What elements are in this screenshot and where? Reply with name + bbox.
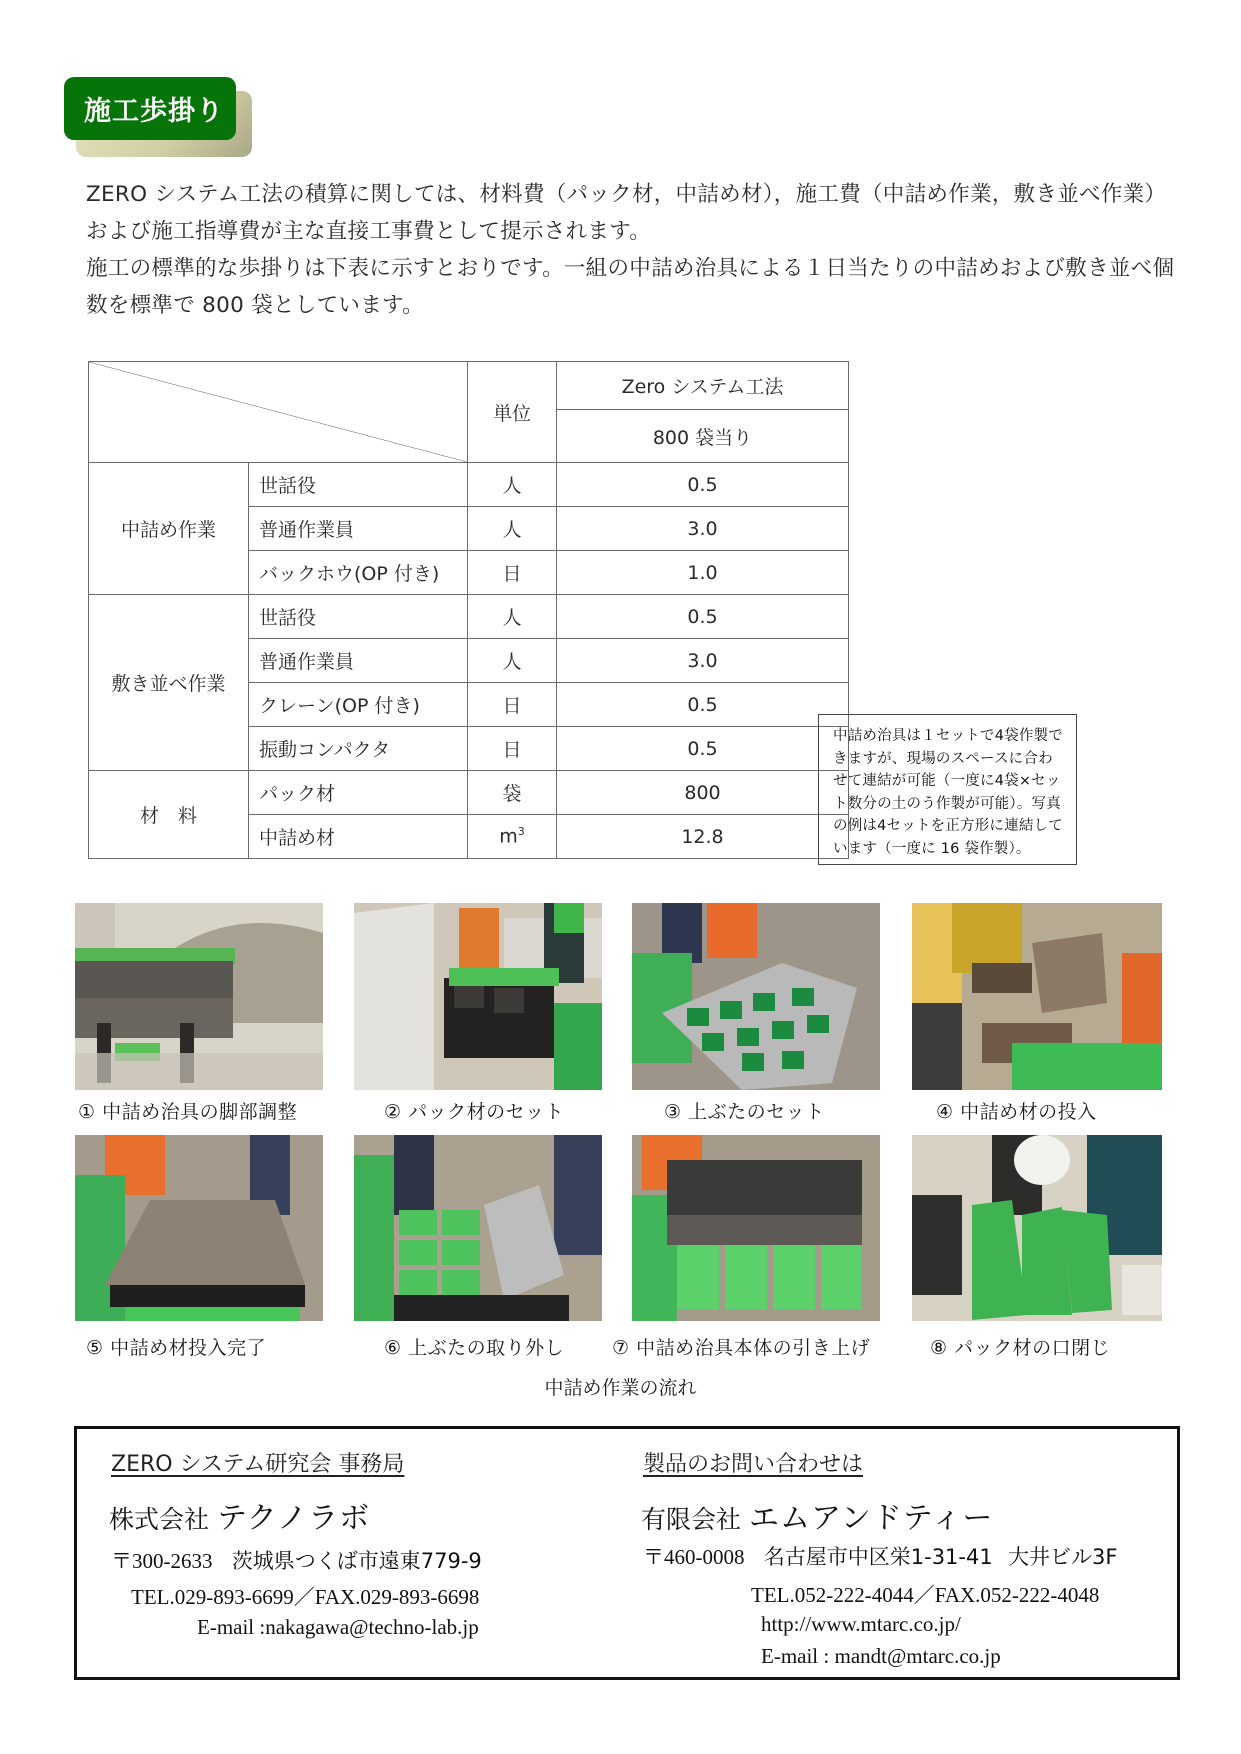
contact-left-company xyxy=(109,1493,370,1537)
unit-text: m xyxy=(499,825,518,848)
item-cell: 世話役 xyxy=(249,463,468,507)
postal-code: 〒460-0008 xyxy=(643,1545,745,1569)
photo-caption: ⑤ 中詰め材投入完了 xyxy=(86,1337,267,1359)
intro-paragraph-1: ZERO システム工法の積算に関しては、材料費（パック材，中詰め材），施工費（中詰め作業，敷き並べ作業）および施工指導費が主な直接工事費として提示されます。 xyxy=(86,182,1167,244)
unit-cell xyxy=(468,815,557,859)
diagonal-line-icon xyxy=(89,362,467,462)
construction-photo-icon xyxy=(75,903,323,1090)
photo-caption: ③ 上ぶたのセット xyxy=(664,1101,825,1123)
photo-5-fill-complete xyxy=(75,1135,323,1321)
photo-6-remove-lid xyxy=(354,1135,602,1321)
basis-header: 800 袋当り xyxy=(557,410,849,463)
photo-1-adjust-legs xyxy=(75,903,323,1090)
company-prefix: 株式会社 xyxy=(109,1505,210,1534)
table-row xyxy=(89,771,849,815)
value-cell: 12.8 xyxy=(557,815,849,859)
postal-code: 〒300-2633 xyxy=(111,1549,213,1573)
intro-text xyxy=(86,176,1176,324)
labor-rate-table xyxy=(88,361,849,859)
contact-left-telfax: TEL.029-893-6699／FAX.029-893-6698 xyxy=(131,1585,480,1609)
construction-photo-icon xyxy=(912,1135,1162,1321)
construction-photo-icon xyxy=(75,1135,323,1321)
contact-right-address xyxy=(643,1541,1117,1571)
company-prefix: 有限会社 xyxy=(641,1505,742,1534)
item-cell: 普通作業員 xyxy=(249,639,468,683)
photo-caption: ① 中詰め治具の脚部調整 xyxy=(78,1101,298,1123)
construction-photo-icon xyxy=(632,903,880,1090)
intro-paragraph-2: 施工の標準的な歩掛りは下表に示すとおりです。一組の中詰め治具による１日当たりの中詰めおよび敷き並べ個数を標準で 800 袋としています。 xyxy=(86,256,1175,318)
construction-photo-icon xyxy=(354,1135,602,1321)
unit-header: 単位 xyxy=(468,362,557,463)
item-cell: 世話役 xyxy=(249,595,468,639)
diagonal-header-cell xyxy=(89,362,468,463)
photo-8-close-bags xyxy=(912,1135,1162,1321)
unit-cell: 人 xyxy=(468,639,557,683)
unit-cell: 日 xyxy=(468,551,557,595)
address: 茨城県つくば市遠東779-9 xyxy=(231,1549,482,1573)
photo-2-set-bags xyxy=(354,903,602,1090)
photo-3-set-lid xyxy=(632,903,880,1090)
section-heading: 施工歩掛り xyxy=(64,77,236,140)
photo-caption: ⑥ 上ぶたの取り外し xyxy=(384,1337,565,1359)
unit-cell: 人 xyxy=(468,595,557,639)
group-label: 中詰め作業 xyxy=(89,463,249,595)
unit-cell: 日 xyxy=(468,727,557,771)
unit-cell: 日 xyxy=(468,683,557,727)
contact-box xyxy=(74,1426,1180,1680)
item-cell: バックホウ(OP 付き) xyxy=(249,551,468,595)
photo-caption: ⑧ パック材の口閉じ xyxy=(930,1337,1111,1359)
contact-right-email[interactable]: E-mail : mandt@mtarc.co.jp xyxy=(761,1644,1001,1668)
contact-right-url[interactable]: http://www.mtarc.co.jp/ xyxy=(761,1612,961,1636)
unit-cell: 人 xyxy=(468,463,557,507)
value-cell: 3.0 xyxy=(557,507,849,551)
table-row xyxy=(89,595,849,639)
value-cell: 800 xyxy=(557,771,849,815)
group-label: 材 料 xyxy=(89,771,249,859)
section-heading-badge xyxy=(64,77,254,159)
value-cell: 1.0 xyxy=(557,551,849,595)
construction-photo-icon xyxy=(354,903,602,1090)
company-name: テクノラボ xyxy=(216,1501,371,1536)
contact-right-heading: 製品のお問い合わせは xyxy=(643,1452,864,1477)
table-row xyxy=(89,463,849,507)
item-cell: 普通作業員 xyxy=(249,507,468,551)
method-header: Zero システム工法 xyxy=(557,362,849,410)
item-cell: クレーン(OP 付き) xyxy=(249,683,468,727)
photo-7-lift-jig xyxy=(632,1135,880,1321)
jig-note-box: 中詰め治具は１セットで4袋作製できますが、現場のスペースに合わせて連結が可能（一度に4袋×セット数分の土のう作製が可能）。写真の例は4セットを正方形に連結しています（一度に 16 袋作製）。 xyxy=(818,714,1077,865)
photo-4-pour-fill xyxy=(912,903,1162,1090)
item-cell: パック材 xyxy=(249,771,468,815)
address: 名古屋市中区栄1-31-41 xyxy=(763,1545,993,1569)
value-cell: 3.0 xyxy=(557,639,849,683)
group-label: 敷き並べ作業 xyxy=(89,595,249,771)
unit-cell: 人 xyxy=(468,507,557,551)
value-cell: 0.5 xyxy=(557,727,849,771)
contact-left-address xyxy=(111,1545,482,1575)
construction-photo-icon xyxy=(632,1135,880,1321)
contact-left-email: E-mail :nakagawa@techno-lab.jp xyxy=(197,1615,479,1639)
unit-superscript: 3 xyxy=(517,825,525,839)
contact-left-heading: ZERO システム研究会 事務局 xyxy=(111,1452,405,1477)
construction-photo-icon xyxy=(912,903,1162,1090)
flow-title: 中詰め作業の流れ xyxy=(544,1377,697,1399)
company-name: エムアンドティー xyxy=(748,1501,994,1536)
photo-caption: ④ 中詰め材の投入 xyxy=(936,1101,1097,1123)
value-cell: 0.5 xyxy=(557,683,849,727)
photo-caption: ⑦ 中詰め治具本体の引き上げ xyxy=(612,1337,871,1359)
value-cell: 0.5 xyxy=(557,595,849,639)
contact-right-company xyxy=(641,1493,993,1537)
photo-caption: ② パック材のセット xyxy=(384,1101,565,1123)
item-cell: 振動コンパクタ xyxy=(249,727,468,771)
building: 大井ビル3F xyxy=(1007,1545,1118,1569)
contact-right-telfax: TEL.052-222-4044／FAX.052-222-4048 xyxy=(751,1583,1100,1607)
value-cell: 0.5 xyxy=(557,463,849,507)
item-cell: 中詰め材 xyxy=(249,815,468,859)
unit-cell: 袋 xyxy=(468,771,557,815)
